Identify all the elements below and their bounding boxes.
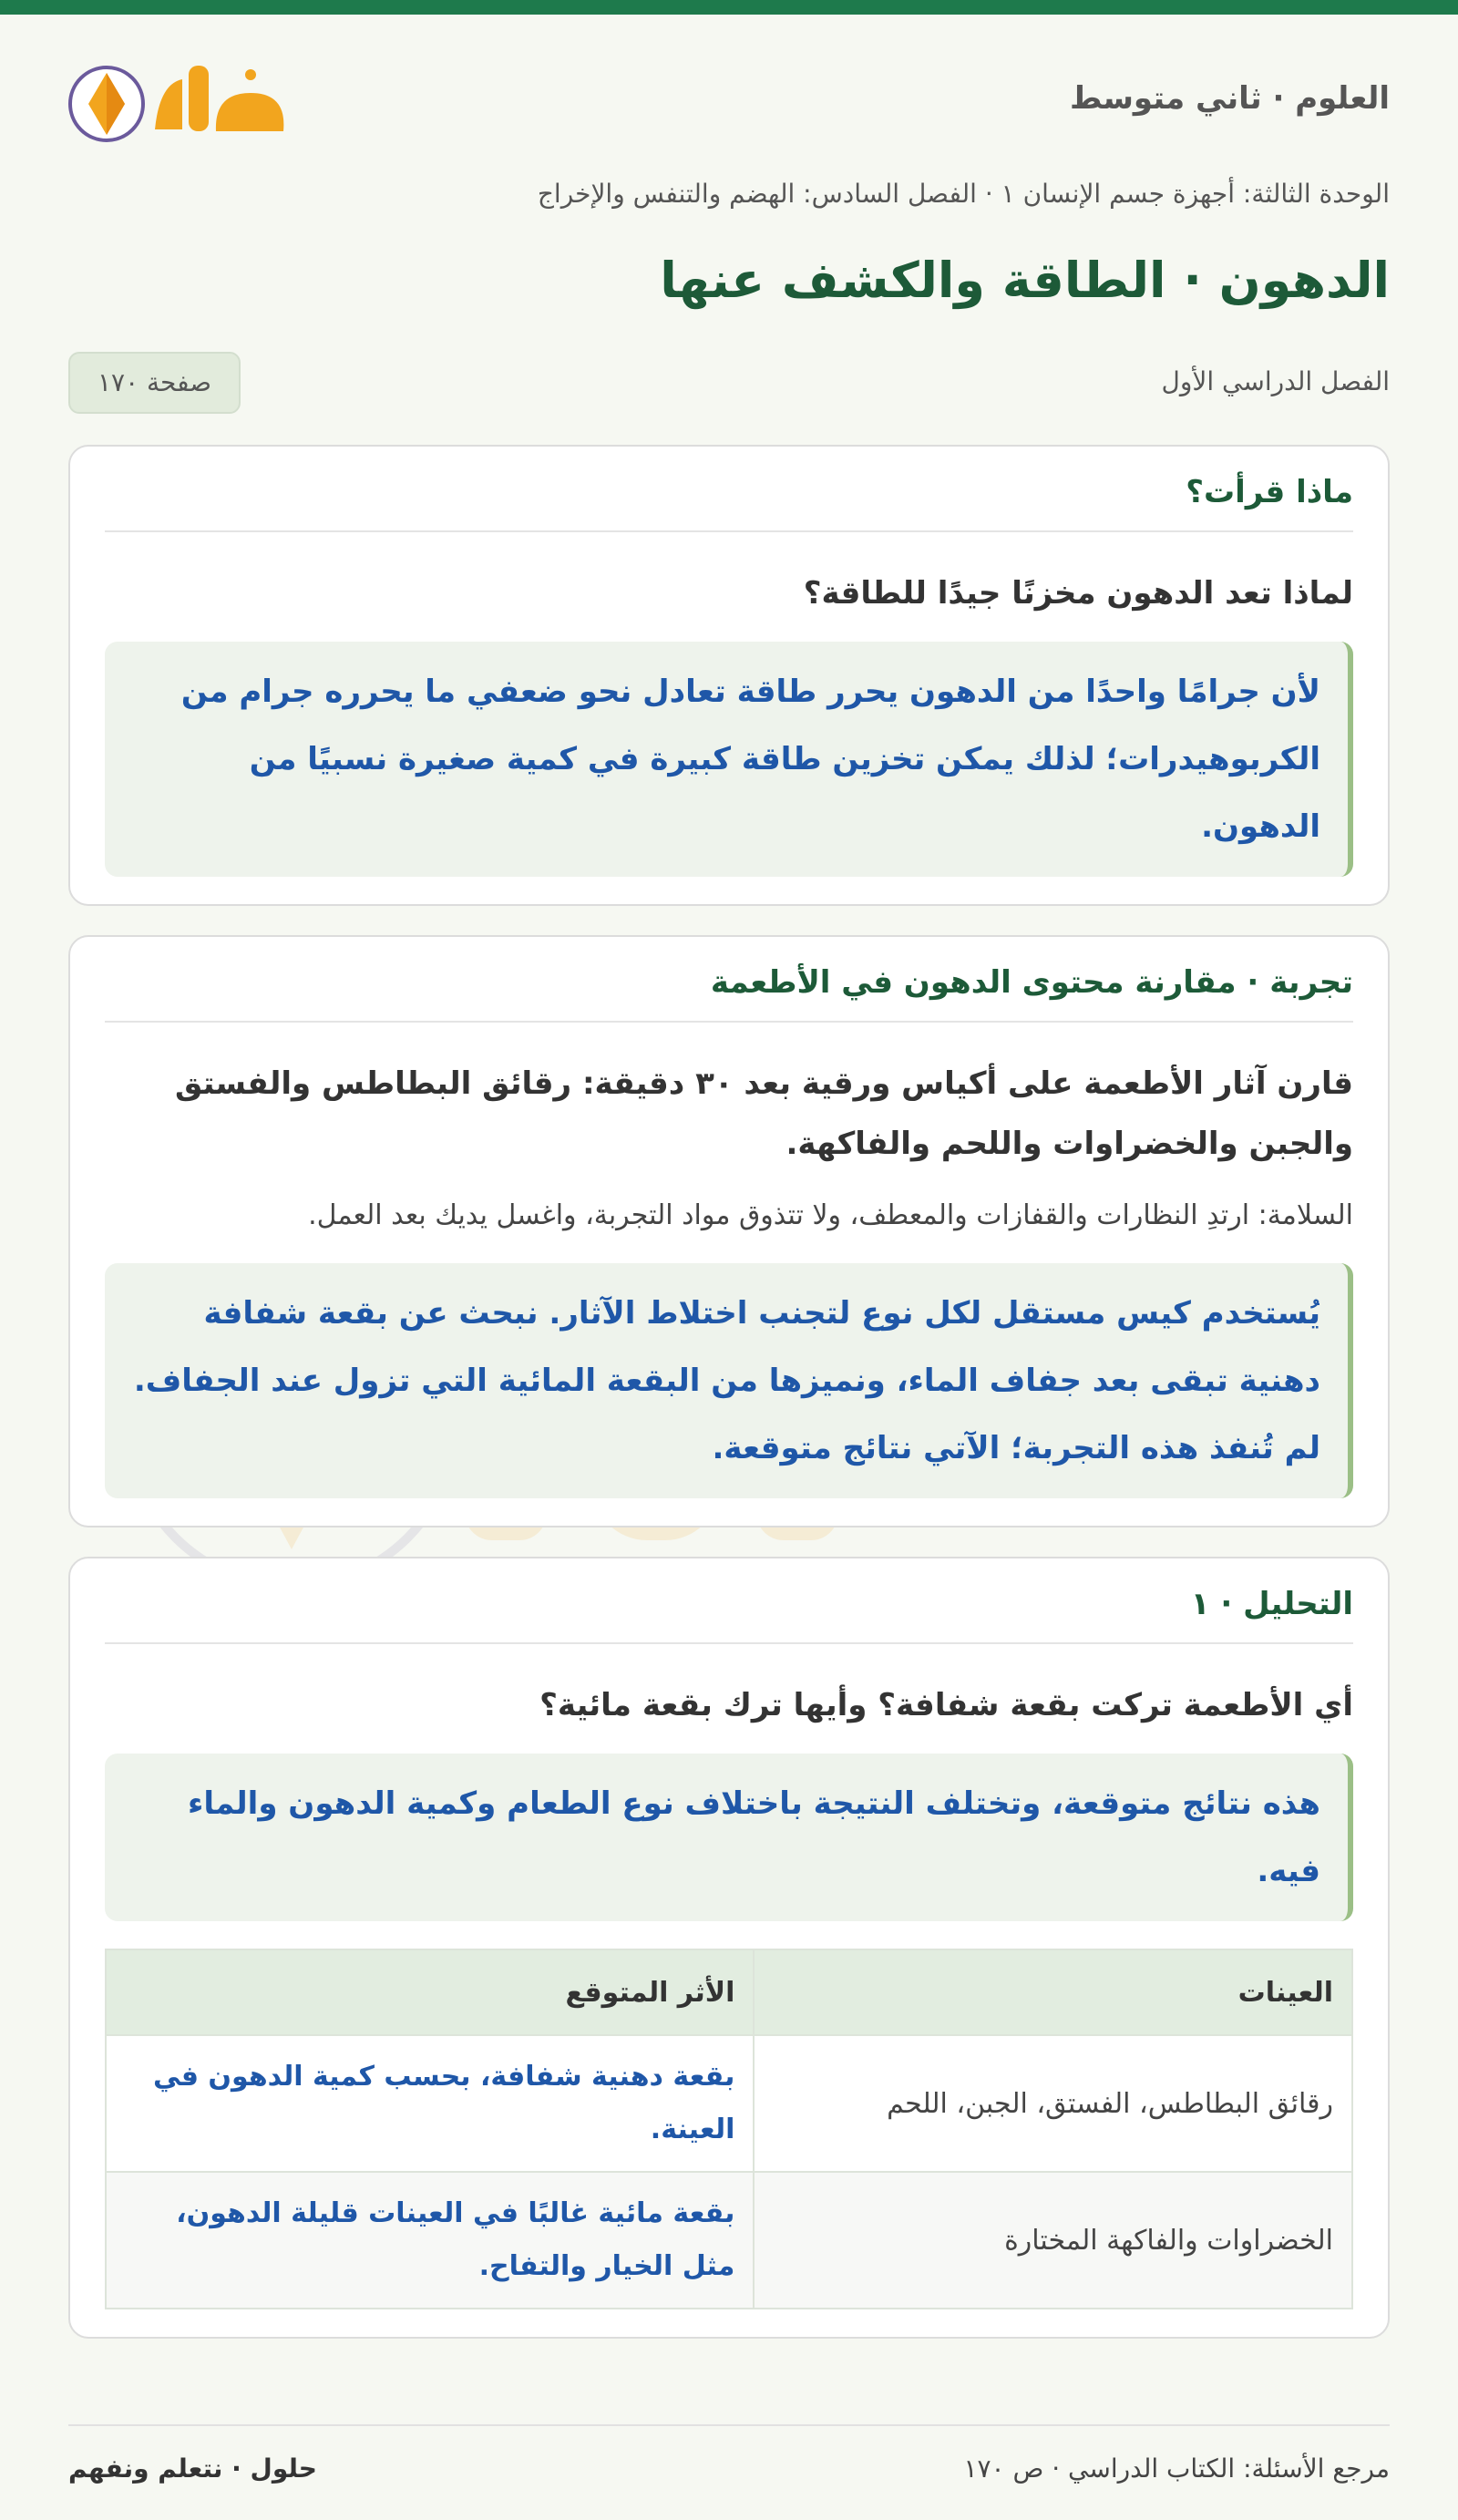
reading-check-card [68, 445, 1390, 906]
answer-box: يُستخدم كيس مستقل لكل نوع لتجنب اختلاط الآثار. نبحث عن بقعة شفافة دهنية تبقى بعد جفاف الماء، ونميزها من البقعة المائية التي تزول عند الجفاف. لم تُنفذ هذه التجربة؛ الآتي نتائج متوقعة. [105, 1263, 1353, 1498]
results-table [105, 1949, 1353, 2309]
answer-box: هذه نتائج متوقعة، وتختلف النتيجة باختلاف نوع الطعام وكمية الدهون والماء فيه. [105, 1754, 1353, 1921]
column-header-effect: الأثر المتوقع [106, 1949, 754, 2035]
subject-label: العلوم · ثاني متوسط [1070, 80, 1390, 117]
sample-cell: رقائق البطاطس، الفستق، الجبن، اللحم [754, 2035, 1352, 2172]
card-title: ماذا قرأت؟ [105, 474, 1353, 532]
footer [68, 2424, 1390, 2499]
column-header-samples: العينات [754, 1949, 1352, 2035]
lesson-title: الدهون · الطاقة والكشف عنها [660, 252, 1390, 309]
experiment-card [68, 935, 1390, 1527]
question-text: أي الأطعمة تركت بقعة شفافة؟ وأيها ترك بقعة مائية؟ [539, 1687, 1353, 1723]
header [68, 15, 1390, 179]
top-accent-bar [0, 0, 1458, 15]
answer-box: لأن جرامًا واحدًا من الدهون يحرر طاقة تعادل نحو ضعفي ما يحرره جرام من الكربوهيدرات؛ لذلك يمكن تخزين طاقة كبيرة في كمية صغيرة نسبيًا من الدهون. [105, 642, 1353, 877]
page-number-badge: صفحة ١٧٠ [68, 352, 241, 414]
card-title: تجربة · مقارنة محتوى الدهون في الأطعمة [105, 964, 1353, 1023]
page-content [68, 15, 1390, 2339]
question-text: لماذا تعد الدهون مخزنًا جيدًا للطاقة؟ [803, 575, 1353, 612]
effect-cell: بقعة مائية غالبًا في العينات قليلة الدهون، مثل الخيار والتفاح. [106, 2172, 754, 2309]
sample-cell: الخضراوات والفاكهة المختارة [754, 2172, 1352, 2309]
question-text: قارن آثار الأطعمة على أكياس ورقية بعد ٣٠ دقيقة: رقائق البطاطس والفستق والجبن والخضراوات واللحم والفاكهة. [175, 1065, 1353, 1162]
table-header-row [106, 1949, 1352, 2035]
analysis-card [68, 1557, 1390, 2339]
semester-label: الفصل الدراسي الأول [1161, 366, 1390, 396]
hulul-logo[interactable] [68, 57, 314, 148]
unit-breadcrumb: الوحدة الثالثة: أجهزة جسم الإنسان ١ · الفصل السادس: الهضم والتنفس والإخراج [537, 179, 1390, 209]
meta-row [68, 352, 1390, 416]
card-title: التحليل · ١ [105, 1586, 1353, 1644]
brand-tagline[interactable]: حلول · نتعلم ونفهم [68, 2453, 317, 2484]
questions-reference: مرجع الأسئلة: الكتاب الدراسي · ص ١٧٠ [963, 2453, 1390, 2484]
effect-cell: بقعة دهنية شفافة، بحسب كمية الدهون في العينة. [106, 2035, 754, 2172]
safety-note: السلامة: ارتدِ النظارات والقفازات والمعطف، ولا تتذوق مواد التجربة، واغسل يديك بعد العمل. [308, 1199, 1353, 1231]
table-row [106, 2035, 1352, 2172]
table-row [106, 2172, 1352, 2309]
